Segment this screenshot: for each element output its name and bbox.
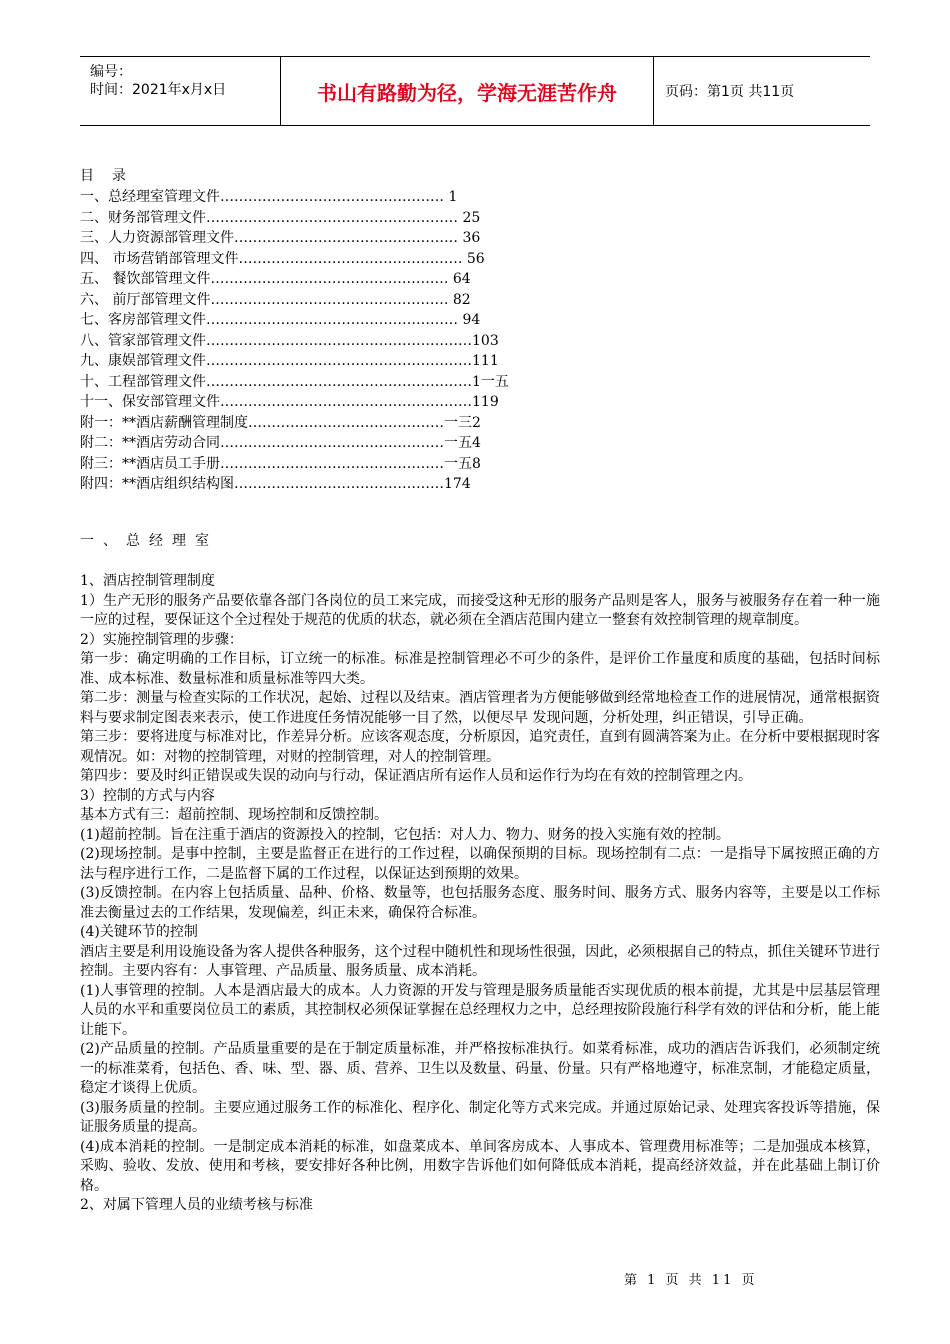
paragraph: 基本方式有三：超前控制、现场控制和反馈控制。: [80, 807, 388, 823]
toc-title: 目录: [80, 168, 144, 184]
toc-item: 七、客房部管理文件……………………………………………… 94: [80, 312, 481, 328]
toc-item: 四、 市场营销部管理文件………………………………………… 56: [80, 250, 485, 267]
toc-item: 六、 前厅部管理文件…………………………………………… 82: [80, 291, 471, 308]
paragraph: 第二步：测量与检查实际的工作状况，起始、过程以及结束。酒店管理者为方便能够做到经常地检查工作的进展情况，通常根据资料与要求制定图表来表示，使工作进度任务情况能够一目了然，以便尽早 发现问题，分析处理，纠正错误，引导正确。: [80, 690, 880, 726]
paragraph: (2)现场控制。是事中控制，主要是监督正在进行的工作过程，以确保预期的目标。现场控制有二点：一是指导下属按照正确的方法与程序进行工作，二是监督下属的工作过程，以保证达到预期的效果。: [80, 846, 880, 882]
toc-item: 三、人力资源部管理文件………………………………………… 36: [80, 230, 481, 246]
paragraph: 2、对属下管理人员的业绩考核与标准: [80, 1197, 313, 1213]
toc-item: 一、总经理室管理文件………………………………………… 1: [80, 189, 458, 205]
number-label: 编号：: [90, 64, 132, 80]
paragraph: 第四步：要及时纠正错误或失误的动向与行动，保证酒店所有运作人员和运作行为均在有效的控制管理之内。: [80, 768, 752, 784]
paragraph: 2）实施控制管理的步骤：: [80, 631, 243, 648]
header-meta: [80, 57, 280, 125]
header-page-label: 页码：第1页 共11页: [665, 84, 795, 100]
paragraph: (4)关键环节的控制: [80, 924, 198, 940]
toc-item: 附四：**酒店组织结构图………………………………………174: [80, 476, 471, 492]
toc-item: 九、康娱部管理文件…………………………………………………111: [80, 353, 499, 369]
header-motto: 书山有路勤为径，学海无涯苦作舟: [280, 57, 654, 125]
paragraph: 3）控制的方式与内容: [80, 787, 215, 804]
paragraph: (3)反馈控制。在内容上包括质量、品种、价格、数量等，也包括服务态度、服务时间、服务方式、服务内容等，主要是以工作标准去衡量过去的工作结果，发现偏差，纠正未来，确保符合标准。: [80, 885, 880, 921]
toc-item: 五、 餐饮部管理文件…………………………………………… 64: [80, 271, 471, 287]
paragraph: (1)超前控制。旨在注重于酒店的资源投入的控制，它包括：对人力、物力、财务的投入实施有效的控制。: [80, 826, 730, 843]
toc-item: 附一：**酒店薪酬管理制度……………………………………一三2: [80, 414, 481, 431]
paragraph: 酒店主要是利用设施设备为客人提供各种服务，这个过程中随机性和现场性很强，因此，必须根据自己的特点，抓住关键环节进行控制。主要内容有：人事管理、产品质量、服务质量、成本消耗。: [80, 943, 880, 979]
page-footer: 第 1 页 共 11 页: [624, 1273, 758, 1288]
paragraph: (4)成本消耗的控制。一是制定成本消耗的标准，如盘菜成本、单间客房成本、人事成本、管理费用标准等；二是加强成本核算，采购、验收、发放、使用和考核，要安排好各种比例，用数字告诉他们如何降低成本消耗，提高经济效益，并在此基础上制订价格。: [80, 1138, 880, 1194]
toc-item: 八、管家部管理文件…………………………………………………103: [80, 332, 499, 349]
paragraph: 第一步：确定明确的工作目标，订立统一的标准。标准是控制管理必不可少的条件，是评价工作量度和质度的基础，包括时间标准、成本标准、数量标准和质量标准等四大类。: [80, 651, 880, 687]
table-of-contents: [80, 166, 780, 495]
toc-item: 十一、保安部管理文件………………………………………………119: [80, 394, 499, 410]
section-title: 一、总经理室: [80, 533, 218, 549]
paragraph: (3)服务质量的控制。主要应通过服务工作的标准化、程序化、制定化等方式来完成。并通过原始记录、处理宾客投诉等措施，保证服务质量的提高。: [80, 1099, 880, 1135]
paragraph: 1、酒店控制管理制度: [80, 573, 215, 589]
paragraph: (2)产品质量的控制。产品质量重要的是在于制定质量标准，并严格按标准执行。如菜肴标准，成功的酒店告诉我们，必须制定统一的标准菜肴，包括色、香、味、型、器、质、营养、卫生以及数量、码量、份量。只有严格地遵守，标准烹制，才能稳定质量，稳定才谈得上优质。: [80, 1041, 880, 1096]
time-label: 时间：2021年x月x日: [90, 82, 227, 98]
paragraph: 1）生产无形的服务产品要依靠各部门各岗位的员工来完成，而接受这种无形的服务产品则是客人，服务与被服务存在着一种一施一应的过程，要保证这个全过程处于规范的优质的状态，就必须在全酒店范围内建立一整套有效控制管理的规章制度。: [80, 592, 880, 628]
toc-item: 附二：**酒店劳动合同…………………………………………一五4: [80, 435, 481, 451]
toc-item: 附三：**酒店员工手册…………………………………………一五8: [80, 455, 481, 472]
toc-item: 十、工程部管理文件…………………………………………………1一五: [80, 373, 509, 390]
toc-item: 二、财务部管理文件……………………………………………… 25: [80, 209, 481, 226]
page-header: [80, 56, 870, 126]
document-body: [80, 530, 880, 1216]
paragraph: (1)人事管理的控制。人本是酒店最大的成本。人力资源的开发与管理是服务质量能否实现优质的根本前提，尤其是中层基层管理人员的水平和重要岗位员工的素质，其控制权必须保证掌握在总经理权力之中，总经理按阶段施行科学有效的评估和分析，能上能让能下。: [80, 982, 880, 1038]
paragraph: 第三步：要将进度与标准对比，作差异分析。应该客观态度，分析原因，追究责任，直到有圆满答案为止。在分析中要根据现时客观情况。如：对物的控制管理，对财的控制管理，对人的控制管理。: [80, 729, 880, 765]
